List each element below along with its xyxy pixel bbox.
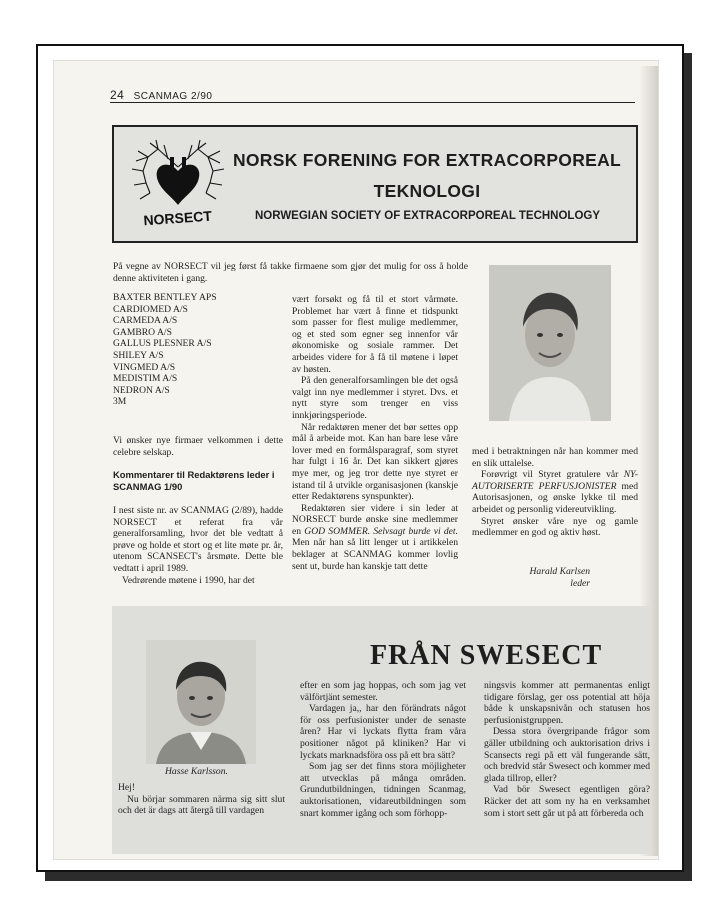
sponsor-item: SHILEY A/S [113,349,164,361]
sponsor-item: VINGMED A/S [113,361,176,373]
svg-text:NORSECT: NORSECT [142,207,213,229]
norsect-logo [128,137,228,231]
page-number: 24 [110,88,125,102]
comment-heading: Kommentarer til Redaktørens leder i SCANMAG 1/90 [113,469,275,492]
sponsor-item: CARMEDA A/S [113,315,178,327]
swesect-title: FRÅN SWESECT [370,640,603,671]
sponsor-item: 3M [113,396,127,408]
col3-body: med i betraktningen når han kommer med en slik uttalelse. Forøvrigt vil Styret gratulere vår NY-AUTORISERTE PERFUSJONISTER med Autorisasjonen, og ønske lykke til med arbeidet og personlig videreutvikling. Styret ønsker våre nye og gamle medlemmer en god og aktiv høst. [472,446,638,539]
header-rule [110,102,635,103]
banner-subtitle: NORWEGIAN SOCIETY OF EXTRACORPOREAL TECHNOLOGY [254,210,601,222]
signature [472,566,590,590]
hasse-karlsson-photo [146,640,256,764]
sponsor-item: GALLUS PLESNER A/S [113,338,212,350]
sponsor-item: GAMBRO A/S [113,326,172,338]
col2-body: vært forsøkt og få til et stort vårmøte. Problemet har vært å finne et tidspunkt som passer for flest mulige medlemmer, og et sted som egner seg innenfor vår økonomiske og sosiale rammer. Det arbeides videre for å få til møtene i løpet av høsten. På den generalforsamlingen ble det også valgt inn nye medlemmer i styret. Dvs. et nytt styre som trenger en viss innkjøringsperiode. Når redaktøren mener det bør settes opp mål å arbeide mot. Kan han bare lese våre lover med en formålsparagraf, som styret har fulgt i 16 år. Det kan sikkert gjøres mye mer, og jeg tror dette nye styret er istand til å utvikle organisasjonen (kanskje etter Redaktørens synspunkter). Redaktøren sier videre i sin leder at NORSECT burde ønske sine medlemmer en GOD SOMMER. Selvsagt burde vi det. Men når han så litt lenger ut i artikkelen beklager at SCANMAG kommer lovlig sent ut, burde han kanskje tatt dette [292,294,458,572]
banner-title-line2: TEKNOLOGI [373,181,481,201]
signature-name: Harald Karlsen [529,566,590,577]
running-header [110,88,212,102]
welcome-paragraph: Vi ønsker nye firmaer velkommen i dette celebre selskap. [113,435,283,458]
photo-caption: Hasse Karlsson. [165,766,228,777]
sponsor-item: CARDIOMED A/S [113,303,188,315]
banner-title-line1: NORSK FORENING FOR EXTRACORPOREAL [232,150,622,170]
swesect-col2-body: efter en som jag hoppas, och som jag vet välförtjänt semester. Vardagen ja,, har den förändrats något för oss perfusionister under de senaste åren? Har vi lyckats flytta fram våra positioner något på kliniken? Har vi lyckats marknadsföra oss på ett bra sätt? Som jag ser det finns stora möjligheter att utvecklas på många områden. Grundutbildningen, tidningen Scanmag, auktorisationen, vidareutbildningen som snart kommer igång och som förhopp- [300,680,466,819]
greeting: Hej! [118,782,136,793]
intro-paragraph: På vegne av NORSECT vil jeg først få takke firmaene som gjør det mulig for oss å holde denne aktiviteten i gang. [113,261,468,284]
sponsor-item: NEDRON A/S [113,384,170,396]
sponsor-list [113,292,283,408]
signature-role: leder [570,578,590,589]
harald-karlsen-photo [489,265,611,421]
sponsor-item: BAXTER BENTLEY APS [113,292,217,303]
swesect-col1-body: Hej! Nu börjar sommaren närma sig sitt slut och det är dags att återgå till vardagen [118,782,285,817]
banner-title [232,145,622,207]
magazine-issue: SCANMAG 2/90 [133,91,213,102]
heart-tree-logo-icon [128,137,228,231]
swesect-col3-body: ningsvis kommer att permanentas enligt tidigare förslag, ger oss potential att höja både k unskapsnivån och statusen hos perfusionistgruppen. Dessa stora övergripande frågor som gäller utbildning och auktorisation drivs i Scansects regi på ett väl fungerande sätt, och bredvid står Swesect och kommer med glada tillrop, eller? Vad bör Swesect egentligen göra? Räcker det att som ny ha en verksamhet som i stort sett går ut på att förbereda och [484,680,650,819]
sponsor-item: MEDISTIM A/S [113,373,178,385]
col1-body: I nest siste nr. av SCANMAG (2/89), hadde NORSECT et referat fra vår generalforsamling, hvor det ble vedtatt å prøve og holde et stort og et lite møte pr. år, utenom SCANSECT's årsmøte. Dette ble vedtatt i april 1989. Vedrørende møtene i 1990, har det [113,505,283,586]
